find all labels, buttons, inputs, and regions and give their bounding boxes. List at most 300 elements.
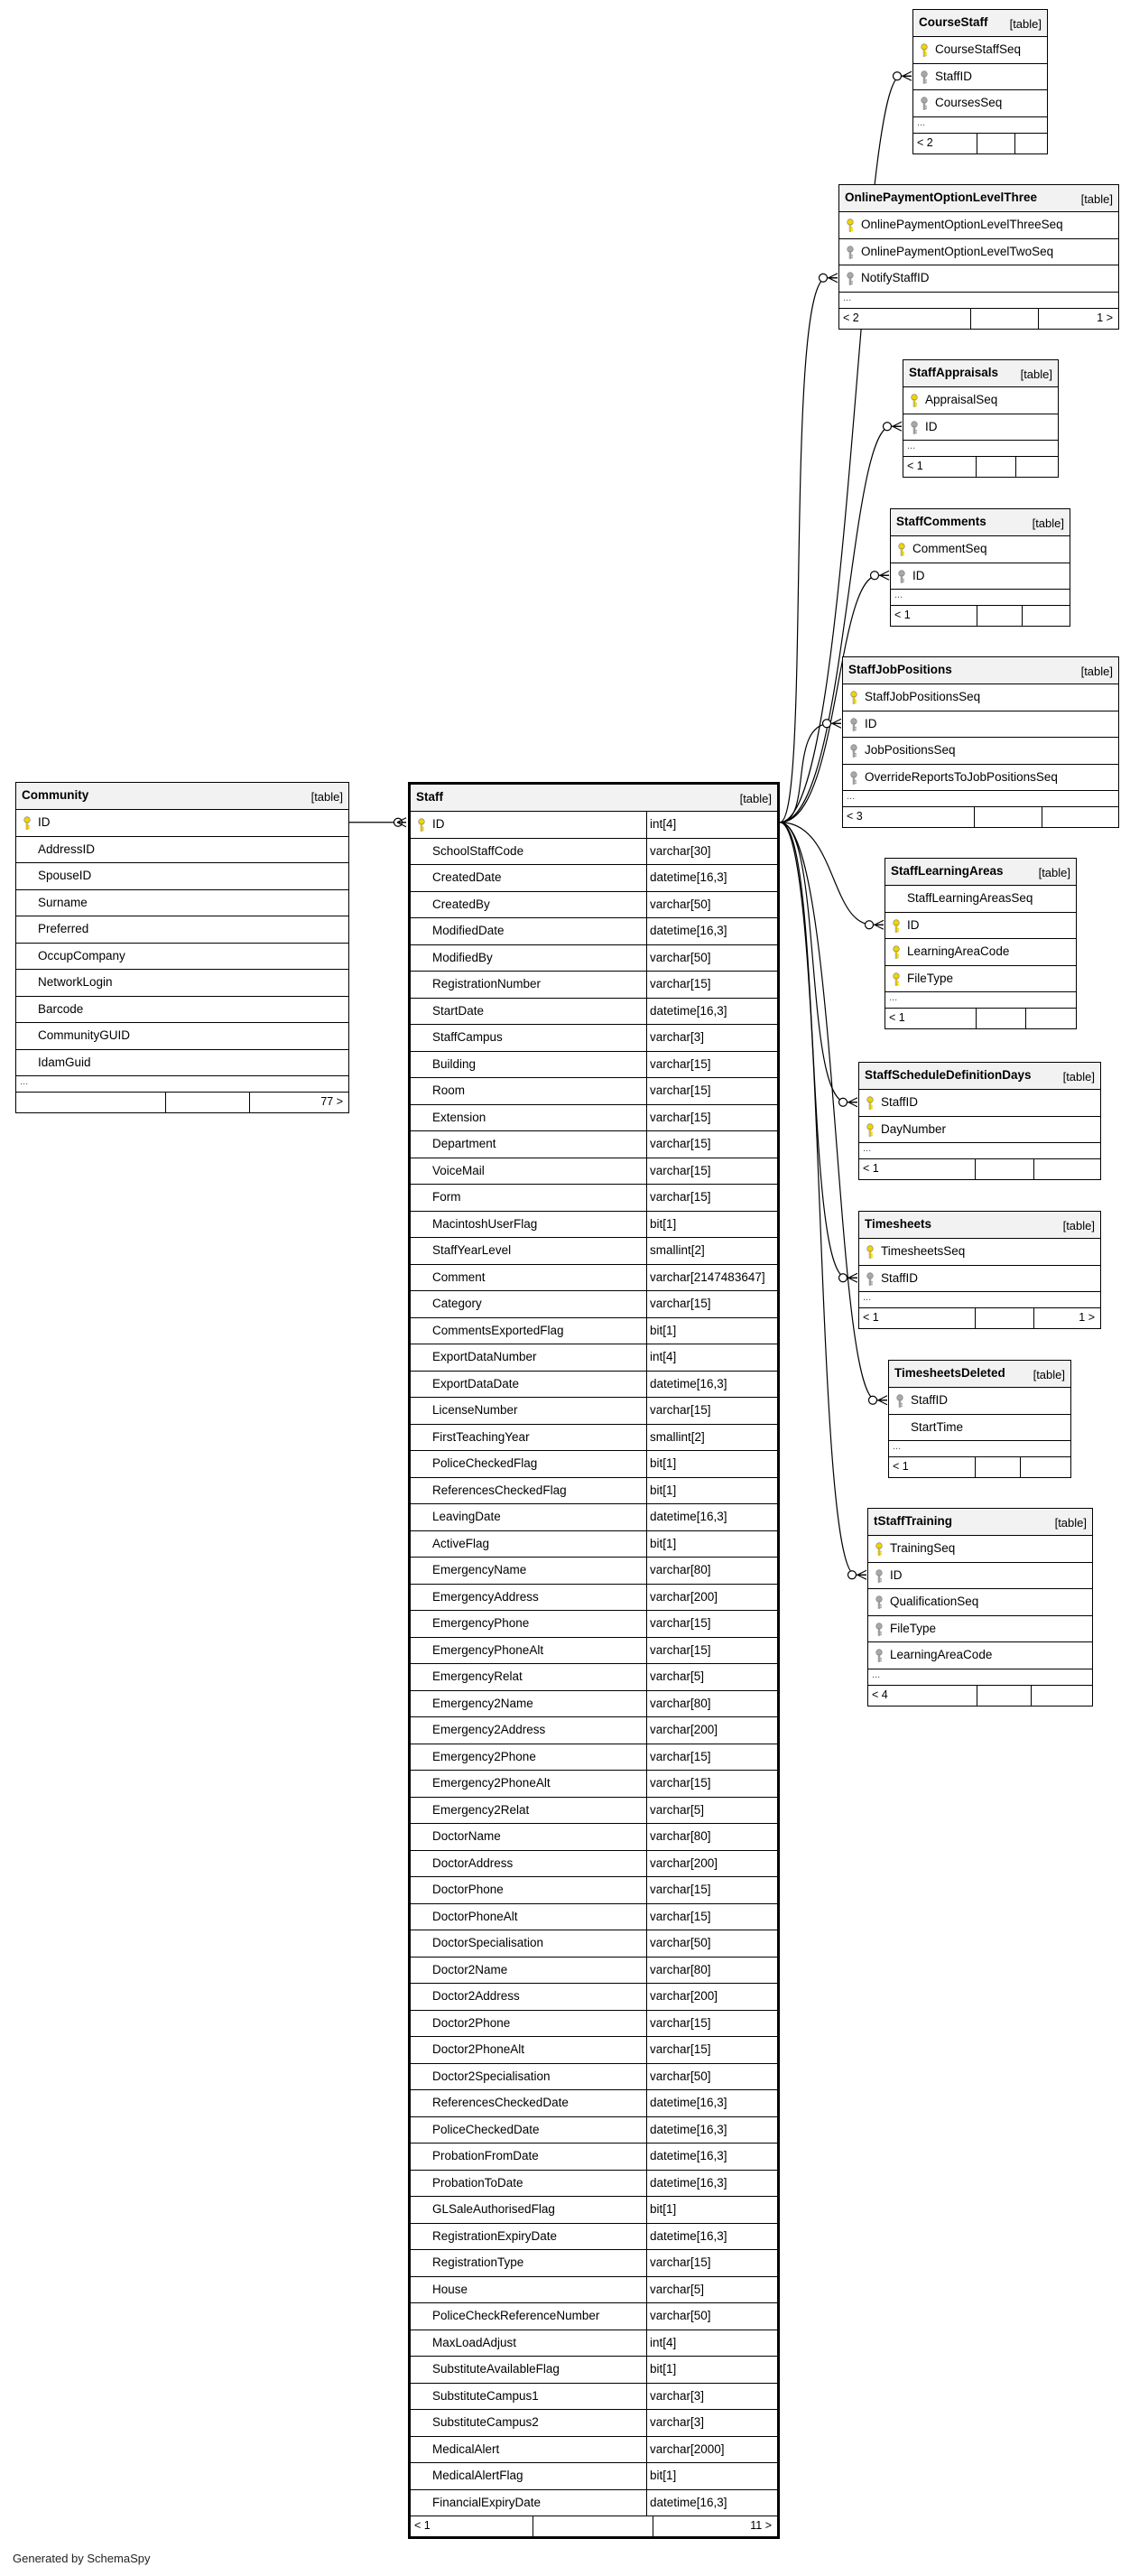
column-row[interactable] xyxy=(868,1589,1092,1616)
column-row[interactable] xyxy=(411,839,777,866)
column-row[interactable] xyxy=(411,1877,777,1904)
column-row[interactable] xyxy=(411,1025,777,1052)
column-name: OccupCompany xyxy=(38,948,125,963)
column-row[interactable] xyxy=(889,1388,1070,1415)
column-row[interactable] xyxy=(885,966,1076,993)
table-name[interactable]: Community xyxy=(22,788,89,802)
column-row[interactable] xyxy=(411,1771,777,1798)
column-row[interactable] xyxy=(411,2463,777,2490)
edge-optional-circle xyxy=(820,274,828,282)
table-timesheetsdeleted[interactable] xyxy=(888,1360,1071,1478)
column-name: AddressID xyxy=(38,842,96,856)
column-name: GLSaleAuthorisedFlag xyxy=(432,2202,555,2216)
column-name: Doctor2Phone xyxy=(432,2015,511,2030)
column-row[interactable] xyxy=(411,2384,777,2411)
column-row[interactable] xyxy=(411,1904,777,1931)
table-name[interactable]: StaffLearningAreas xyxy=(891,864,1004,878)
column-row[interactable] xyxy=(411,2090,777,2117)
edge-crows-foot xyxy=(832,719,841,728)
column-row[interactable] xyxy=(411,2224,777,2251)
edge-optional-circle xyxy=(839,1274,848,1282)
table-header xyxy=(411,785,777,812)
column-row[interactable] xyxy=(411,999,777,1026)
column-name: FileType xyxy=(907,971,954,985)
table-kind: [table] xyxy=(1054,1516,1087,1530)
column-type: varchar[15] xyxy=(646,2037,777,2063)
column-row[interactable] xyxy=(411,1824,777,1851)
column-row[interactable] xyxy=(411,1265,777,1292)
column-name: ID xyxy=(912,568,925,582)
column-type: datetime[16,3] xyxy=(646,2090,777,2116)
column-row[interactable] xyxy=(411,1798,777,1825)
column-name: StaffID xyxy=(881,1270,919,1285)
column-name: ID xyxy=(890,1567,903,1582)
column-name: EmergencyRelat xyxy=(432,1669,523,1683)
edge-optional-circle xyxy=(394,818,403,826)
table-staffjobpositions[interactable] xyxy=(842,656,1119,828)
table-staffcomments[interactable] xyxy=(890,508,1070,627)
table-footer xyxy=(913,134,1047,153)
column-type: varchar[50] xyxy=(646,1930,777,1957)
table-kind: [table] xyxy=(739,792,772,805)
column-row[interactable] xyxy=(411,1930,777,1958)
footer-divider xyxy=(975,1159,976,1179)
parents-count[interactable]: < 2 xyxy=(843,311,859,324)
column-name: Emergency2Relat xyxy=(432,1802,530,1817)
table-name[interactable]: Staff xyxy=(416,790,443,804)
column-row[interactable] xyxy=(411,2330,777,2357)
column-row[interactable] xyxy=(16,997,348,1024)
column-name: RegistrationNumber xyxy=(432,977,542,990)
column-row[interactable] xyxy=(16,1023,348,1050)
table-staffappraisals[interactable] xyxy=(903,359,1059,478)
table-header xyxy=(839,185,1118,212)
column-row[interactable] xyxy=(839,212,1118,239)
footer-divider xyxy=(975,1457,976,1477)
column-row[interactable] xyxy=(843,738,1118,765)
column-row[interactable] xyxy=(913,90,1047,117)
more-columns-indicator xyxy=(889,1441,1070,1457)
column-row[interactable] xyxy=(411,1638,777,1665)
column-type: bit[1] xyxy=(646,2463,777,2489)
column-row[interactable] xyxy=(891,536,1070,563)
footer-divider xyxy=(1015,457,1016,477)
column-row[interactable] xyxy=(411,945,777,972)
column-type: bit[1] xyxy=(646,1478,777,1504)
column-name: RegistrationType xyxy=(432,2255,524,2269)
column-type: datetime[16,3] xyxy=(646,918,777,944)
column-row[interactable] xyxy=(16,944,348,971)
table-name[interactable]: OnlinePaymentOptionLevelThree xyxy=(845,191,1038,204)
column-row[interactable] xyxy=(411,1212,777,1239)
column-row[interactable] xyxy=(411,1131,777,1158)
table-coursestaff[interactable] xyxy=(912,9,1048,154)
column-name: DoctorPhone xyxy=(432,1883,504,1896)
column-row[interactable] xyxy=(411,1105,777,1132)
column-type: varchar[15] xyxy=(646,972,777,998)
column-row[interactable] xyxy=(411,1344,777,1372)
column-name: Category xyxy=(432,1297,482,1310)
edge-optional-circle xyxy=(866,921,874,929)
column-name: Surname xyxy=(38,895,88,909)
table-name[interactable]: StaffJobPositions xyxy=(848,663,952,676)
column-type: varchar[50] xyxy=(646,2064,777,2090)
column-name: StaffCampus xyxy=(432,1030,503,1044)
column-name: Comment xyxy=(432,1269,486,1284)
column-name: PoliceCheckedDate xyxy=(432,2122,540,2136)
table-kind: [table] xyxy=(310,790,343,804)
more-columns-text: ... xyxy=(847,791,856,802)
edge-crows-foot xyxy=(848,1273,857,1282)
column-name: ActiveFlag xyxy=(432,1536,490,1550)
edge-optional-circle xyxy=(848,1571,857,1579)
column-name: CommentsExportedFlag xyxy=(432,1323,564,1337)
footer-divider xyxy=(976,1009,977,1028)
edge-crows-foot xyxy=(848,1098,857,1107)
column-name: Doctor2Specialisation xyxy=(432,2069,551,2083)
footer-divider xyxy=(1022,606,1023,626)
column-row[interactable] xyxy=(411,2171,777,2198)
edge-crows-foot xyxy=(397,818,406,827)
table-name[interactable]: Timesheets xyxy=(865,1217,932,1231)
more-columns-indicator xyxy=(839,293,1118,309)
column-row[interactable] xyxy=(859,1239,1100,1266)
table-kind: [table] xyxy=(1038,866,1070,879)
table-name[interactable]: TimesheetsDeleted xyxy=(894,1366,1005,1380)
column-row[interactable] xyxy=(411,2303,777,2330)
column-type: varchar[15] xyxy=(646,1131,777,1158)
more-columns-text: ... xyxy=(893,1441,902,1452)
column-name: TimesheetsSeq xyxy=(881,1244,966,1258)
table-footer xyxy=(889,1457,1070,1477)
table-staffscheduledefinitiondays[interactable] xyxy=(858,1062,1101,1180)
column-type: varchar[5] xyxy=(646,1664,777,1690)
column-row[interactable] xyxy=(843,711,1118,739)
column-row[interactable] xyxy=(411,2197,777,2224)
column-row[interactable] xyxy=(913,37,1047,64)
column-row[interactable] xyxy=(411,2357,777,2384)
footer-divider xyxy=(165,1093,166,1112)
more-columns-indicator xyxy=(913,117,1047,134)
column-row[interactable] xyxy=(411,1611,777,1638)
column-row[interactable] xyxy=(411,892,777,919)
footer-divider xyxy=(1020,1457,1021,1477)
column-row[interactable] xyxy=(411,1185,777,1212)
column-name: Emergency2Phone xyxy=(432,1749,536,1763)
children-count[interactable]: 1 > xyxy=(1079,1311,1095,1324)
children-count[interactable]: 11 > xyxy=(750,2519,772,2532)
column-type: varchar[15] xyxy=(646,1291,777,1317)
column-name: SchoolStaffCode xyxy=(432,843,524,858)
column-row[interactable] xyxy=(411,1558,777,1585)
column-type: datetime[16,3] xyxy=(646,2490,777,2516)
parents-count[interactable]: < 1 xyxy=(894,609,911,621)
column-name: NetworkLogin xyxy=(38,975,113,989)
column-row[interactable] xyxy=(411,1318,777,1345)
column-name: OnlinePaymentOptionLevelThreeSeq xyxy=(861,218,1063,231)
column-row[interactable] xyxy=(411,812,777,839)
column-name: Building xyxy=(432,1056,477,1071)
column-type: varchar[80] xyxy=(646,1691,777,1717)
children-count[interactable]: 1 > xyxy=(1097,311,1113,324)
column-row[interactable] xyxy=(411,1744,777,1772)
column-row[interactable] xyxy=(411,1504,777,1531)
more-columns-text: ... xyxy=(20,1076,29,1087)
table-onlinepayment[interactable] xyxy=(838,184,1119,330)
column-row[interactable] xyxy=(411,1478,777,1505)
column-type: varchar[50] xyxy=(646,945,777,972)
table-kind: [table] xyxy=(1080,192,1113,206)
more-columns-text: ... xyxy=(872,1669,881,1680)
more-columns-indicator xyxy=(885,992,1076,1009)
column-row[interactable] xyxy=(411,1078,777,1105)
column-type: varchar[15] xyxy=(646,1158,777,1185)
edge-staff-tstafftraining xyxy=(780,823,866,1576)
column-row[interactable] xyxy=(859,1117,1100,1144)
parents-count[interactable]: < 1 xyxy=(863,1162,879,1175)
edge-crows-foot xyxy=(829,274,838,283)
column-row[interactable] xyxy=(411,972,777,999)
table-kind: [table] xyxy=(1033,1368,1065,1381)
column-name: DoctorSpecialisation xyxy=(432,1936,544,1949)
column-name: EmergencyName xyxy=(432,1563,527,1576)
edge-optional-circle xyxy=(823,720,831,728)
column-name: Preferred xyxy=(38,922,89,935)
column-row[interactable] xyxy=(868,1536,1092,1563)
table-footer xyxy=(859,1159,1100,1179)
table-kind: [table] xyxy=(1062,1070,1095,1083)
table-kind: [table] xyxy=(1009,17,1042,31)
column-name: IdamGuid xyxy=(38,1055,91,1069)
footer-divider xyxy=(974,807,975,827)
table-header xyxy=(868,1509,1092,1536)
column-name: SubstituteCampus1 xyxy=(432,2388,539,2403)
column-row[interactable] xyxy=(891,563,1070,591)
table-name[interactable]: CourseStaff xyxy=(919,15,988,29)
column-row[interactable] xyxy=(16,863,348,890)
column-name: Doctor2PhoneAlt xyxy=(432,2042,525,2056)
column-row[interactable] xyxy=(411,1238,777,1265)
column-name: CourseStaffSeq xyxy=(935,42,1022,56)
column-type: varchar[15] xyxy=(646,2011,777,2037)
column-type: datetime[16,3] xyxy=(646,2224,777,2250)
edge-optional-circle xyxy=(894,72,902,80)
column-row[interactable] xyxy=(16,970,348,997)
column-row[interactable] xyxy=(843,684,1118,711)
column-name: ReferencesCheckedDate xyxy=(432,2096,569,2109)
edge-optional-circle xyxy=(869,1396,877,1404)
edge-staff-staffscheduledefinitiondays xyxy=(780,823,857,1102)
column-row[interactable] xyxy=(411,2117,777,2144)
column-name: Department xyxy=(432,1137,496,1150)
column-row[interactable] xyxy=(885,886,1076,913)
column-row[interactable] xyxy=(859,1266,1100,1293)
table-footer xyxy=(843,807,1118,827)
column-row[interactable] xyxy=(411,1958,777,1985)
footer-divider xyxy=(976,457,977,477)
table-header xyxy=(859,1212,1100,1239)
column-row[interactable] xyxy=(411,2437,777,2464)
column-name: OnlinePaymentOptionLevelTwoSeq xyxy=(861,244,1054,258)
parents-count[interactable]: < 4 xyxy=(872,1688,888,1701)
column-row[interactable] xyxy=(16,916,348,944)
column-name: CreatedDate xyxy=(432,870,502,884)
column-type: varchar[15] xyxy=(646,1611,777,1637)
column-row[interactable] xyxy=(885,939,1076,966)
column-row[interactable] xyxy=(411,1717,777,1744)
column-type: varchar[15] xyxy=(646,1904,777,1930)
column-row[interactable] xyxy=(411,2277,777,2304)
column-name: StaffID xyxy=(881,1095,919,1109)
edge-staff-timesheets xyxy=(780,823,857,1279)
parents-count[interactable]: < 2 xyxy=(917,135,933,149)
column-name: ID xyxy=(432,817,445,831)
column-name: ModifiedBy xyxy=(432,950,493,964)
column-row[interactable] xyxy=(411,1851,777,1878)
column-row[interactable] xyxy=(411,1291,777,1318)
more-columns-text: ... xyxy=(907,441,916,451)
column-name: QualificationSeq xyxy=(890,1595,979,1608)
column-name: ID xyxy=(38,815,51,829)
column-type: varchar[15] xyxy=(646,1078,777,1104)
column-type: varchar[3] xyxy=(646,2410,777,2436)
column-name: StaffLearningAreasSeq xyxy=(907,891,1033,905)
column-row[interactable] xyxy=(411,2490,777,2517)
column-row[interactable] xyxy=(16,837,348,864)
column-row[interactable] xyxy=(16,890,348,917)
column-row[interactable] xyxy=(411,1531,777,1558)
column-row[interactable] xyxy=(859,1090,1100,1117)
column-row[interactable] xyxy=(868,1563,1092,1590)
edge-staff-onlinepayment xyxy=(780,278,838,823)
more-columns-indicator xyxy=(859,1292,1100,1308)
column-row[interactable] xyxy=(885,913,1076,940)
column-name: FirstTeachingYear xyxy=(432,1429,530,1444)
column-name: TrainingSeq xyxy=(890,1541,956,1555)
column-name: Room xyxy=(432,1083,466,1097)
column-row[interactable] xyxy=(411,2037,777,2064)
column-name: RegistrationExpiryDate xyxy=(432,2228,558,2243)
column-row[interactable] xyxy=(411,1984,777,2011)
table-name[interactable]: tStaffTraining xyxy=(874,1514,952,1528)
column-type: bit[1] xyxy=(646,1212,777,1238)
column-row[interactable] xyxy=(411,1585,777,1612)
column-type: varchar[3] xyxy=(646,2384,777,2410)
column-name: MedicalAlertFlag xyxy=(432,2469,523,2482)
column-name: DoctorPhoneAlt xyxy=(432,1909,518,1923)
column-type: datetime[16,3] xyxy=(646,2171,777,2197)
column-name: StaffID xyxy=(911,1393,949,1407)
table-community[interactable] xyxy=(15,782,349,1113)
table-footer xyxy=(891,606,1070,626)
edge-optional-circle xyxy=(884,423,892,431)
column-name: LearningAreaCode xyxy=(890,1648,993,1661)
table-timesheets[interactable] xyxy=(858,1211,1101,1329)
footer-divider xyxy=(1038,309,1039,329)
children-count[interactable]: 77 > xyxy=(320,1095,343,1108)
table-header xyxy=(843,657,1118,684)
parents-count[interactable]: < 1 xyxy=(889,1011,905,1024)
column-row[interactable] xyxy=(903,414,1058,442)
column-row[interactable] xyxy=(889,1415,1070,1442)
column-type: int[4] xyxy=(646,2330,777,2357)
column-row[interactable] xyxy=(411,1691,777,1718)
column-row[interactable] xyxy=(411,2250,777,2277)
table-header xyxy=(891,509,1070,536)
column-row[interactable] xyxy=(868,1616,1092,1643)
column-row[interactable] xyxy=(913,64,1047,91)
parents-count[interactable]: < 1 xyxy=(863,1311,879,1324)
table-footer xyxy=(839,309,1118,329)
table-name[interactable]: StaffComments xyxy=(896,515,986,528)
column-row[interactable] xyxy=(411,865,777,892)
column-row[interactable] xyxy=(868,1642,1092,1669)
column-type: varchar[15] xyxy=(646,1771,777,1797)
column-name: ID xyxy=(865,716,877,730)
column-type: varchar[15] xyxy=(646,1052,777,1078)
column-name: Doctor2Address xyxy=(432,1989,520,2003)
column-row[interactable] xyxy=(411,2011,777,2038)
table-header xyxy=(16,783,348,810)
column-row[interactable] xyxy=(411,1052,777,1079)
column-row[interactable] xyxy=(411,1372,777,1399)
column-type: bit[1] xyxy=(646,1451,777,1477)
column-row[interactable] xyxy=(16,810,348,837)
table-header xyxy=(913,10,1047,37)
table-header xyxy=(903,360,1058,387)
column-type: varchar[80] xyxy=(646,1824,777,1850)
table-tstafftraining[interactable] xyxy=(867,1508,1093,1706)
column-row[interactable] xyxy=(903,387,1058,414)
column-type: varchar[200] xyxy=(646,1984,777,2010)
column-name: Emergency2Address xyxy=(432,1723,546,1736)
parents-count[interactable]: < 1 xyxy=(893,1460,909,1473)
table-footer xyxy=(16,1093,348,1112)
column-row[interactable] xyxy=(411,2144,777,2171)
column-row[interactable] xyxy=(16,1050,348,1077)
column-name: MedicalAlert xyxy=(432,2441,500,2456)
parents-count[interactable]: < 1 xyxy=(414,2519,431,2532)
edge-staff-stafflearningareas xyxy=(780,823,884,925)
table-staff[interactable] xyxy=(408,782,780,2539)
parents-count[interactable]: < 3 xyxy=(847,810,863,823)
table-name[interactable]: StaffScheduleDefinitionDays xyxy=(865,1068,1032,1082)
column-row[interactable] xyxy=(411,1425,777,1452)
table-stafflearningareas[interactable] xyxy=(885,858,1077,1029)
column-type: int[4] xyxy=(646,812,777,838)
table-name[interactable]: StaffAppraisals xyxy=(909,366,999,379)
column-row[interactable] xyxy=(411,2064,777,2091)
column-name: ExportDataDate xyxy=(432,1376,520,1390)
column-type: varchar[15] xyxy=(646,1185,777,1211)
edge-optional-circle xyxy=(839,1098,848,1106)
column-row[interactable] xyxy=(411,1158,777,1186)
column-row[interactable] xyxy=(411,1398,777,1425)
column-name: ExportDataNumber xyxy=(432,1350,537,1363)
column-row[interactable] xyxy=(411,918,777,945)
column-name: LicenseNumber xyxy=(432,1403,518,1417)
column-row[interactable] xyxy=(411,2410,777,2437)
column-row[interactable] xyxy=(411,1664,777,1691)
table-footer xyxy=(885,1009,1076,1028)
column-name: DoctorName xyxy=(432,1829,501,1843)
parents-count[interactable]: < 1 xyxy=(907,460,923,472)
column-row[interactable] xyxy=(839,239,1118,266)
column-row[interactable] xyxy=(839,265,1118,293)
table-footer xyxy=(903,457,1058,477)
column-row[interactable] xyxy=(411,1451,777,1478)
column-row[interactable] xyxy=(843,765,1118,792)
